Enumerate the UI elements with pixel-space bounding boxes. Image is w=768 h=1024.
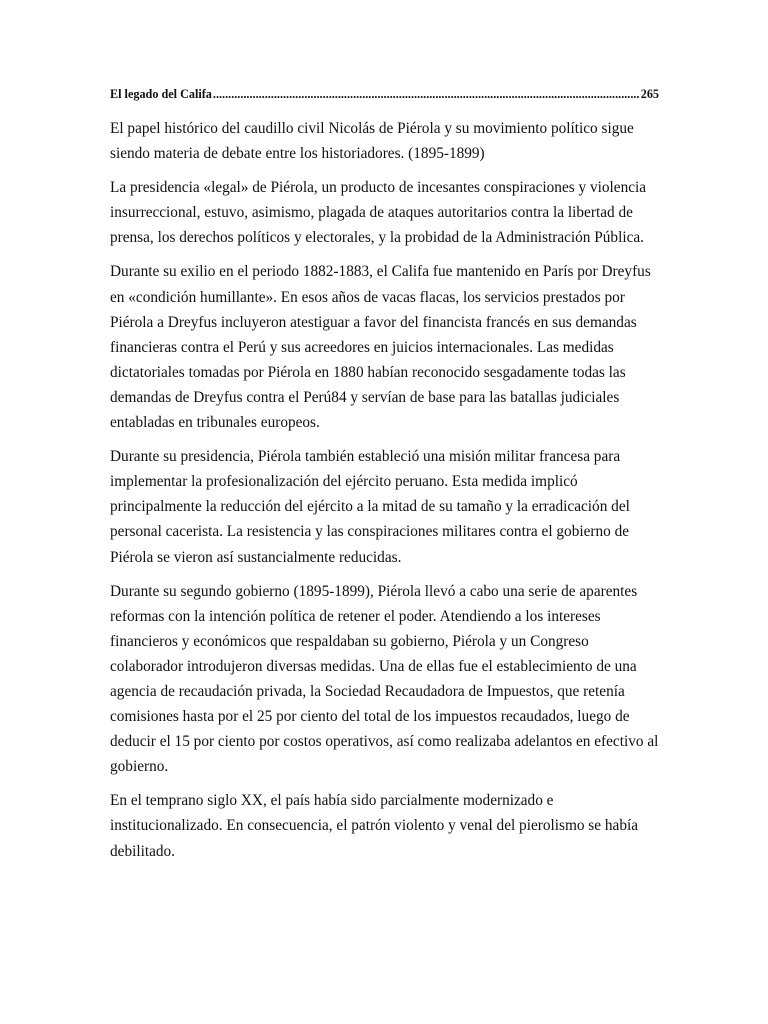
paragraph: Durante su presidencia, Piérola también estableció una misión militar francesa para implementar la profesionalización del ejército peruano. Esta medida implicó principalmente la reducción del ejército a la mitad de su tamaño y la erradicación del personal cacerista. La resistencia y las conspiraciones militares contra el gobierno de Piérola se vieron así sustancialmente reducidas. [110,448,630,566]
paragraph: Durante su exilio en el periodo 1882-1883, el Califa fue mantenido en París por Dreyfus en «condición humillante». En esos años de vacas flacas, los servicios prestados por Piérola a Dreyfus incluyeron atestiguar a favor del financista francés en sus demandas financieras contra el Perú y sus acreedores en juicios internacionales. Las medidas dictatoriales tomadas por Piérola en 1880 habían reconocido sesgadamente todas las demandas de Dreyfus contra el Perú84 y servían de base para las batallas judiciales entabladas en tribunales europeos. [110,263,651,432]
document-page [110,86,659,873]
toc-entry-page-number: 265 [640,87,659,101]
toc-dot-leader [213,86,640,102]
paragraph: La presidencia «legal» de Piérola, un producto de incesantes conspiraciones y violencia insurreccional, estuvo, asimismo, plagada de ataques autoritarios contra la libertad de prensa, los derechos políticos y electorales, y la probidad de la Administración Pública. [110,179,647,247]
paragraph: El papel histórico del caudillo civil Nicolás de Piérola y su movimiento político sigue siendo materia de debate entre los historiadores. (1895-1899) [110,120,634,163]
paragraph: Durante su segundo gobierno (1895-1899), Piérola llevó a cabo una serie de aparentes reformas con la intención política de retener el poder. Atendiendo a los intereses financieros y económicos que respaldaban su gobierno, Piérola y un Congreso colaborador introdujeron diversas medidas. Una de ellas fue el establecimiento de una agencia de recaudación privada, la Sociedad Recaudadora de Impuestos, que retenía comisiones hasta por el 25 por ciento del total de los impuestos recaudados, luego de deducir el 15 por ciento por costos operativos, así como realizaba adelantos en efectivo al gobierno. [110,582,659,776]
toc-entry [110,86,659,102]
toc-entry-title: El legado del Califa [110,87,212,101]
paragraph: En el temprano siglo XX, el país había sido parcialmente modernizado e institucionalizado. En consecuencia, el patrón violento y venal del pierolismo se había debilitado. [110,792,639,860]
